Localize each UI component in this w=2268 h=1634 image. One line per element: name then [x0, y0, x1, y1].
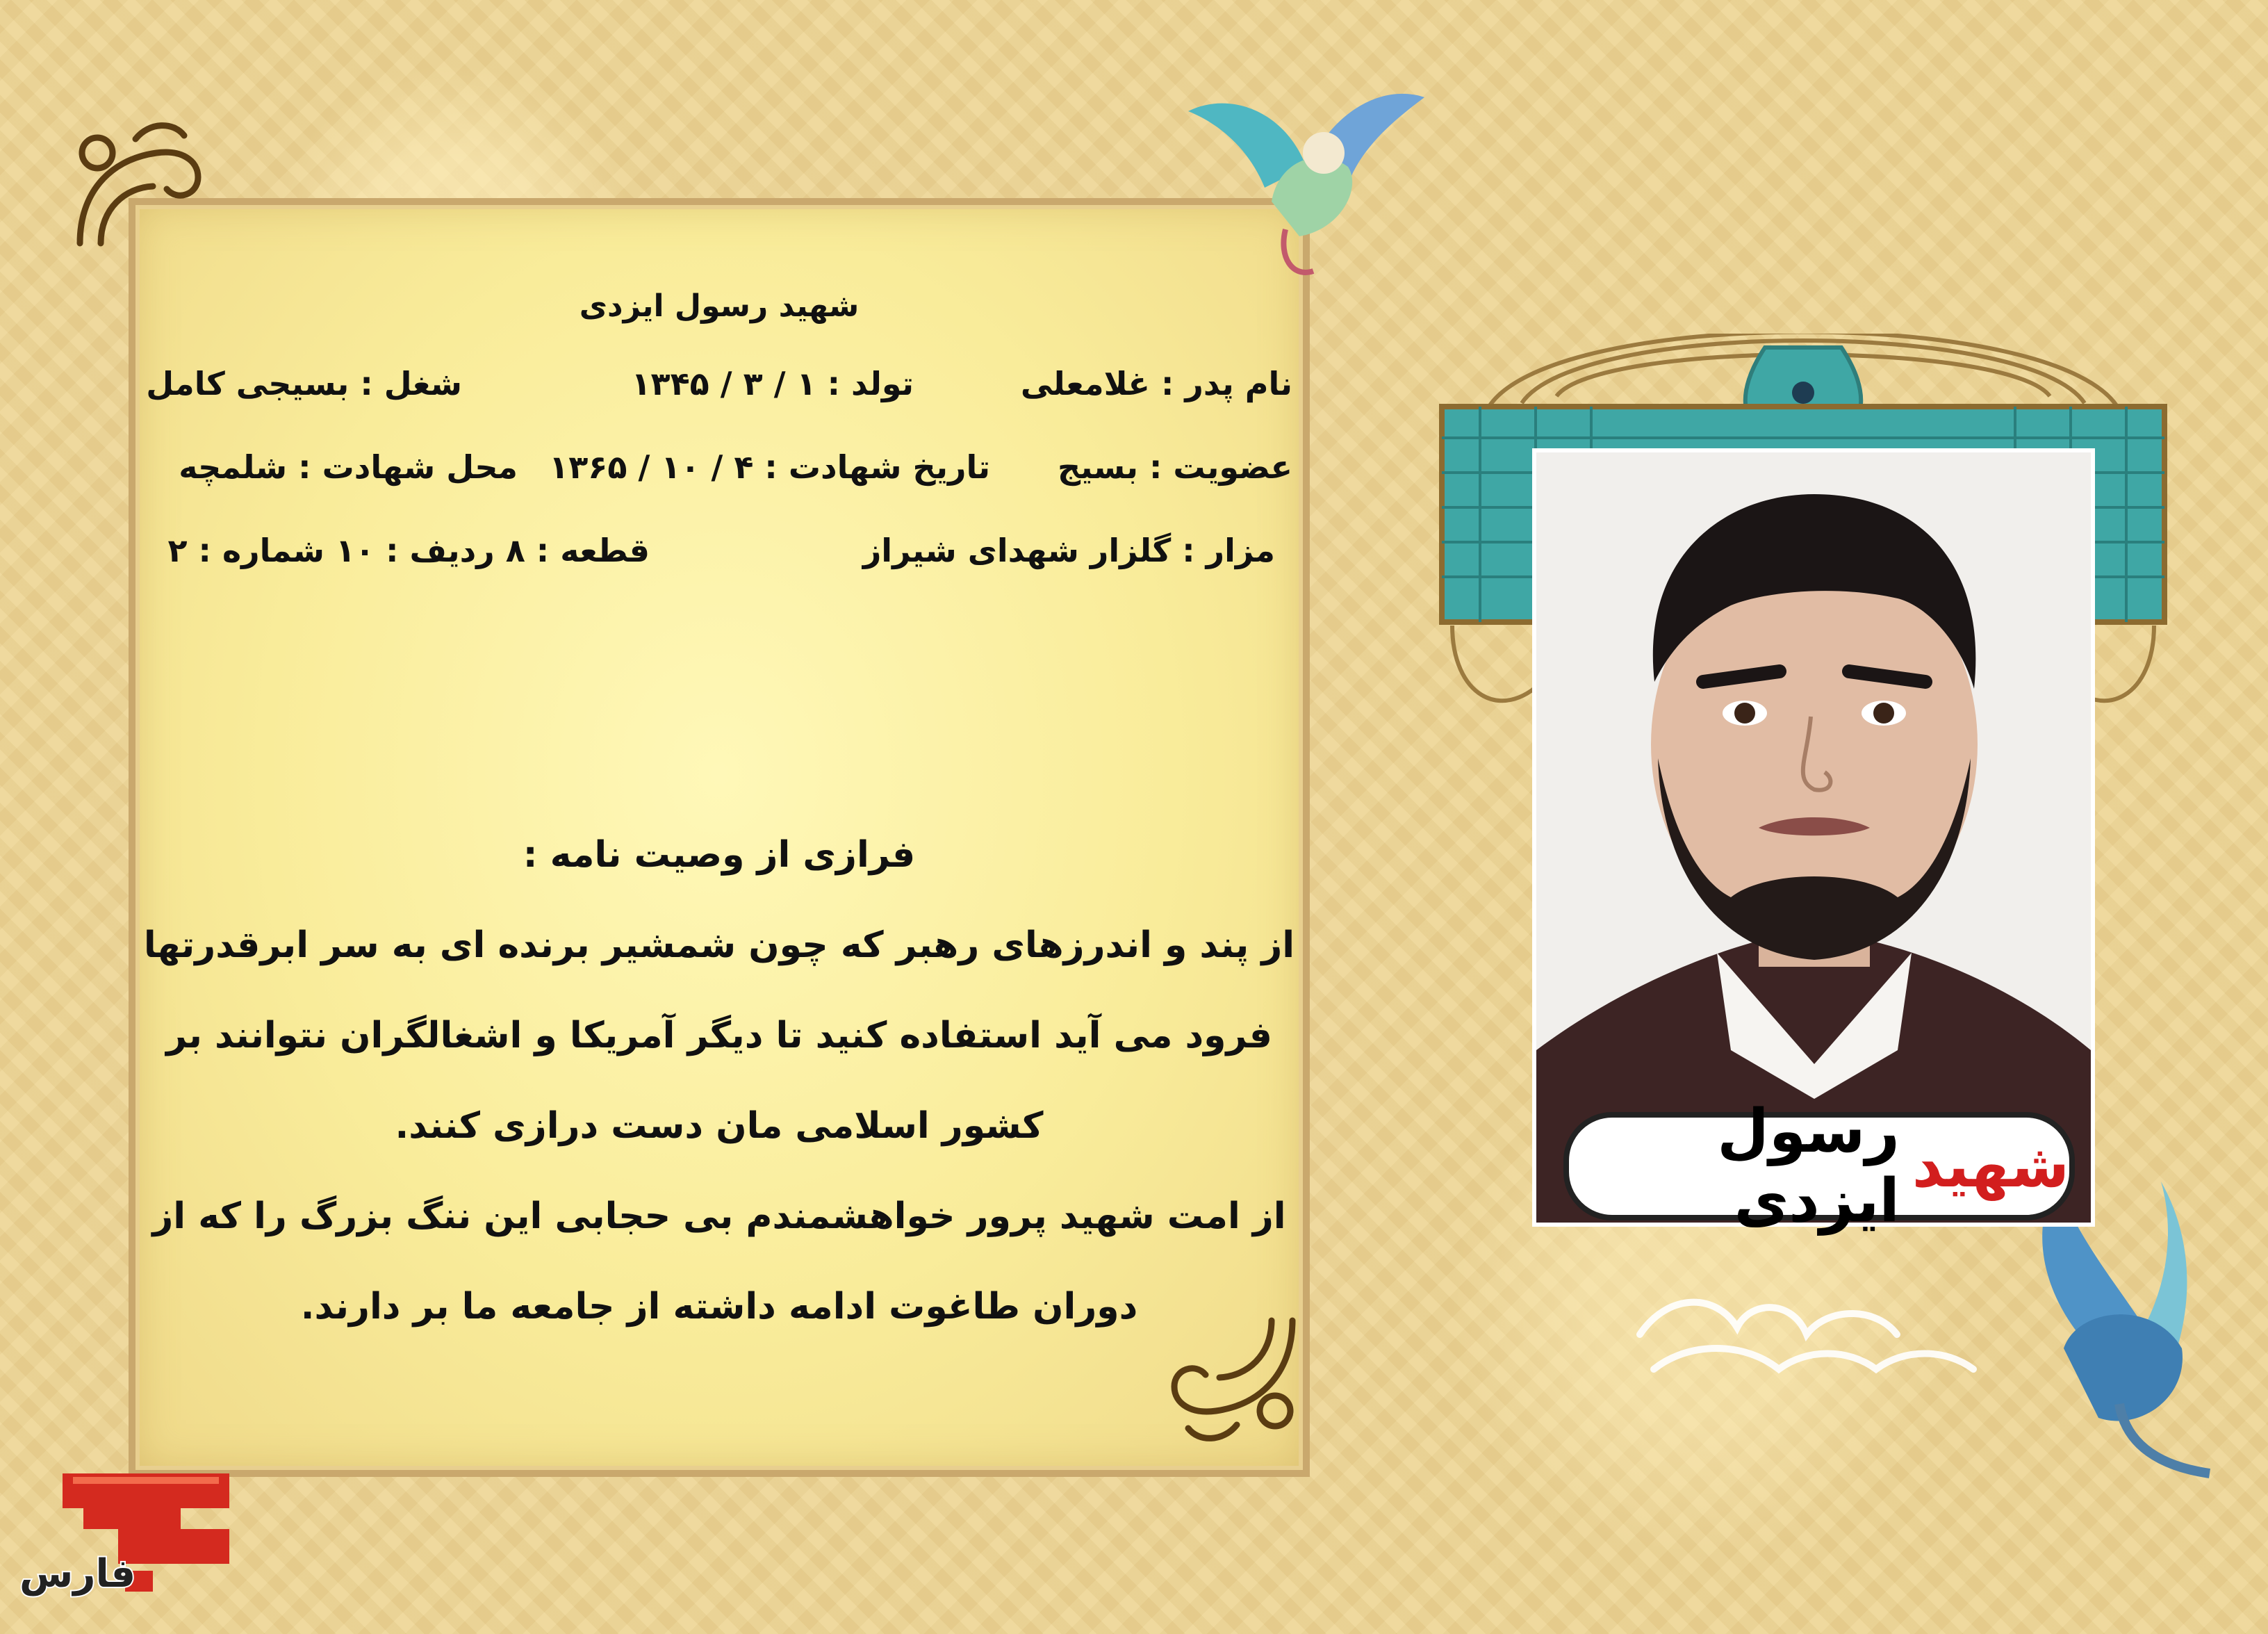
- badge-name: رسول ایزدی: [1717, 1097, 1900, 1236]
- occupation: شغل : بسیجی کامل: [146, 365, 462, 402]
- bird-icon: [1174, 49, 1438, 285]
- cloud-ornament-icon: [1626, 1251, 1987, 1404]
- membership: عضویت : بسیج: [1058, 448, 1292, 486]
- name-badge: [1563, 1097, 2075, 1236]
- corner-ornament-icon: [1160, 1300, 1313, 1453]
- will-line: از پند و اندرزهای رهبر که چون شمشیر برنده ای به سر ابرقدرتها: [143, 924, 1295, 966]
- will-line: دوران طاغوت ادامه داشته از جامعه ما بر دارند.: [300, 1286, 1138, 1327]
- info-panel: [129, 198, 1310, 1477]
- corner-ornament-icon: [59, 111, 212, 264]
- grave-location: قطعه : ۸ ردیف : ۱۰ شماره : ۲: [167, 532, 650, 569]
- logo-region: فارس: [19, 1551, 136, 1596]
- martyrdom-date: تاریخ شهادت : ۴ / ۱۰ / ۱۳۶۵: [549, 448, 990, 486]
- will-title: فرازی از وصیت نامه :: [523, 834, 916, 876]
- martyrdom-place: محل شهادت : شلمچه: [179, 448, 518, 486]
- badge-title: شهید: [1912, 1131, 2069, 1201]
- birth-date: تولد : ۱ / ۳ / ۱۳۴۵: [631, 365, 914, 402]
- will-line: از امت شهید پرور خواهشمندم بی حجابی این ننگ بزرگ را که از: [152, 1195, 1286, 1237]
- will-line: فرود می آید استفاده کنید تا دیگر آمریکا و اشغالگران نتوانند بر: [166, 1015, 1272, 1056]
- card-heading: شهید رسول ایزدی: [579, 288, 860, 324]
- father-name: نام پدر : غلامعلی: [1020, 365, 1292, 402]
- will-line: کشور اسلامی مان دست درازی کنند.: [395, 1105, 1044, 1147]
- burial-place: مزار : گلزار شهدای شیراز: [862, 532, 1275, 569]
